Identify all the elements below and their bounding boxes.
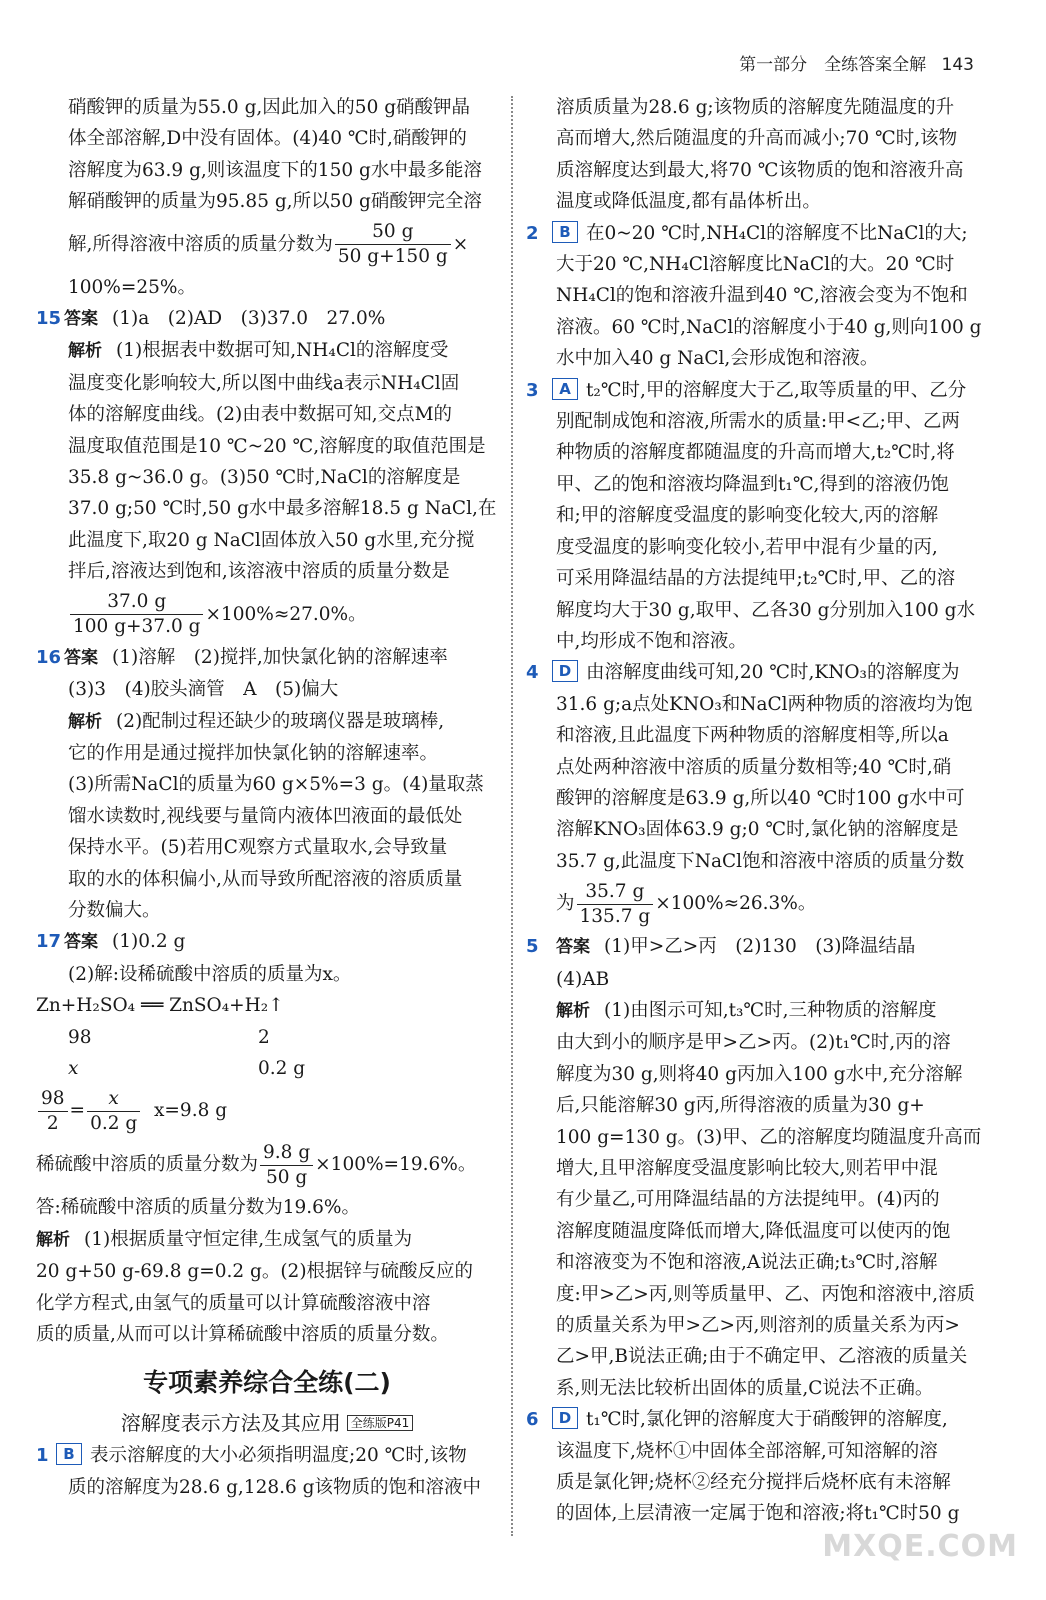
question-3 [526,375,986,406]
text-span: 表示溶解度的大小必须指明温度;20 ℃时,该物 [90,1445,467,1467]
text-line: 和;甲的溶解度受温度的影响变化较大,丙的溶解 [556,505,939,527]
text-line: 体全部溶解,D中没有固体。(4)40 ℃时,硝酸钾的 [68,128,467,150]
text-line: 的固体,上层清液一定属于饱和溶液;将t₁℃时50 g [556,1503,960,1525]
text-line: 体的溶解度曲线。(2)由表中数据可知,交点M的 [68,404,453,426]
analysis-line [68,335,498,367]
text-line: 溶解度为63.9 g,则该温度下的150 g水中最多能溶 [68,159,482,181]
text-line: 硝酸钾的质量为55.0 g,因此加入的50 g硝酸钾晶 [68,97,471,118]
question-4 [526,657,986,688]
text-line: 取的水的体积偏小,从而导致所配溶液的溶质质量 [68,868,463,890]
page-number: 143 [941,55,974,75]
text-span: × [452,233,469,255]
choice-box: D [552,660,578,682]
text-line: 种物质的溶解度都随温度的升高而增大,t₂℃时,将 [556,442,955,464]
text-line: 温度取值范围是10 ℃~20 ℃,溶解度的取值范围是 [68,435,486,457]
text-span: (1)由图示可知,t₃℃时,三种物质的溶解度 [604,999,937,1021]
text-span: 0.2 g [258,1057,306,1079]
text-line: 溶解度随温度降低而增大,降低温度可以使丙的饱 [556,1220,951,1242]
fraction-line [556,877,986,931]
text-line: 可采用降温结晶的方法提纯甲;t₂℃时,甲、乙的溶 [556,568,956,590]
text-span: t₂℃时,甲的溶解度大于乙,取等质量的甲、乙分 [586,379,967,401]
text-span: (1)根据表中数据可知,NH₄Cl的溶解度受 [116,340,449,362]
header-title: 第一部分 全练答案全解 [739,55,927,75]
answer-tag: 答案 [64,309,98,330]
right-column [524,92,986,1530]
text-span: 由溶解度曲线可知,20 ℃时,KNO₃的溶解度为 [586,662,960,684]
text-line: 解度为30 g,则将40 g丙加入100 g水中,充分溶解 [556,1063,963,1085]
text-span: (1)根据质量守恒定律,生成氢气的质量为 [84,1228,413,1250]
text-line: 35.8 g~36.0 g。(3)50 ℃时,NaCl的溶解度是 [68,467,461,489]
text-line: 该温度下,烧杯①中固体全部溶解,可知溶解的溶 [556,1440,938,1462]
text-line: 31.6 g;a点处KNO₃和NaCl两种物质的溶液均为饱 [556,693,973,715]
text-line: 水中加入40 g NaCl,会形成饱和溶液。 [556,348,879,370]
fraction [70,590,203,639]
question-number: 3 [526,379,539,401]
proportion-line: $\frac{98}{2}$ = $\frac{x}{0.2 g}$ x=9.8 g [36,1084,498,1138]
text-line: 溶质质量为28.6 g;该物质的溶解度先随温度的升 [556,97,955,118]
numerator: 35.7 g [577,880,654,905]
text-line: 温度或降低温度,都有晶体析出。 [556,191,821,213]
question-1 [36,1440,498,1471]
text-line: 分数偏大。 [68,899,161,921]
ratio-row [36,1022,498,1053]
analysis-line [556,995,986,1027]
text-line: 增大,且甲溶解度受温度影响比较大,则若甲中混 [556,1158,938,1179]
text-line: 酸钾的溶解度是63.9 g,所以40 ℃时100 g水中可 [556,787,965,809]
text-line: 温度变化影响较大,所以图中曲线a表示NH₄Cl固 [68,372,460,394]
text-line: 度:甲>乙>丙,则等质量甲、乙、丙饱和溶液中,溶质 [556,1283,975,1305]
question-number: 16 [36,646,62,668]
denominator: 2 [46,1112,59,1134]
question-number: 6 [526,1409,539,1431]
left-column [36,92,498,1503]
text-line: 解硝酸钾的质量为95.85 g,所以50 g硝酸钾完全溶 [68,191,482,213]
watermark: MXQE.COM [822,1529,1018,1564]
question-number: 15 [36,308,62,330]
text-line: 质的质量,从而可以计算稀硫酸中溶质的质量分数。 [36,1324,449,1345]
fraction [260,1141,313,1190]
text-span: x [68,1057,79,1079]
analysis-line [68,706,498,738]
text-line: 乙>甲,B说法正确;由于不确定甲、乙溶液的质量关 [556,1346,968,1368]
text-line: (3)所需NaCl的质量为60 g×5%=3 g。(4)量取蒸 [68,774,484,796]
text-line: 20 g+50 g-69.8 g=0.2 g。(2)根据锌与硫酸反应的 [36,1261,474,1283]
fraction-line [68,218,498,272]
text-line: 后,只能溶解30 g丙,所得溶液的质量为30 g+ [556,1095,925,1117]
text-line: 质的溶解度为28.6 g,128.6 g该物质的饱和溶液中 [68,1476,481,1498]
fraction [87,1087,140,1136]
text-span: 稀硫酸中溶质的质量分数为 [36,1154,259,1176]
text-line: NH₄Cl的饱和溶液升温到40 ℃,溶液会变为不饱和 [556,285,968,307]
question-number: 4 [526,662,539,684]
fraction [577,880,654,929]
question-5-answer [526,931,986,963]
text-line: 拌后,溶液达到饱和,该溶液中溶质的质量分数是 [68,561,450,583]
question-17-answer [36,926,498,958]
answer-tag: 答案 [556,937,590,958]
text-span: ×100%≈27.0%。 [205,603,367,625]
text-line: 答:稀硫酸中溶质的质量分数为19.6%。 [36,1197,361,1219]
answer-text: (1)a (2)AD (3)37.0 27.0% [112,308,386,330]
text-line: 和溶液,且此温度下两种物质的溶解度相等,所以a [556,725,949,747]
text-line: 系,则无法比较析出固体的质量,C说法不正确。 [556,1377,934,1399]
question-number: 17 [36,931,62,953]
denominator: 100 g+37.0 g [73,616,201,638]
text-span: (2)配制过程还缺少的玻璃仪器是玻璃棒, [116,710,445,732]
fraction-line [36,1138,498,1192]
section-title: 专项素养综合全练(二) [143,1368,391,1398]
text-span: ×100%≈26.3%。 [655,893,817,915]
text-line: 化学方程式,由氢气的质量可以计算硫酸溶液中溶 [36,1292,431,1314]
ratio-row [36,1053,498,1084]
choice-box: A [552,378,578,400]
answer-text: (4)AB [556,968,610,990]
text-span: 在0~20 ℃时,NH₄Cl的溶解度不比NaCl的大; [586,222,968,244]
text-span: 为 [556,893,575,915]
answer-tag: 答案 [64,932,98,953]
question-6 [526,1404,986,1435]
text-line: 35.7 g,此温度下NaCl饱和溶液中溶质的质量分数 [556,850,965,872]
text-span: t₁℃时,氯化钾的溶解度大于硝酸钾的溶解度, [586,1409,948,1431]
text-span: x=9.8 g [153,1100,228,1122]
choice-box: B [56,1443,82,1465]
text-span: 98 [68,1026,92,1048]
text-line: 有少量乙,可用降温结晶的方法提纯甲。(4)丙的 [556,1189,940,1211]
text-line: 的质量关系为甲>乙>丙,则溶剂的质量关系为丙> [556,1315,960,1337]
question-number: 5 [526,936,539,958]
fraction-line [68,588,498,642]
text-line: 大于20 ℃,NH₄Cl溶解度比NaCl的大。20 ℃时 [556,254,955,276]
text-line: 质溶解度达到最大,将70 ℃该物质的饱和溶液升高 [556,159,964,181]
choice-box: D [552,1407,578,1429]
text-line: 它的作用是通过搅拌加快氯化钠的溶解速率。 [68,742,439,764]
text-line: 溶液。60 ℃时,NaCl的溶解度小于40 g,则向100 g [556,316,982,338]
text-span: 溶解度表示方法及其应用 [120,1411,341,1436]
numerator: 37.0 g [70,590,203,615]
text-line: 甲、乙的饱和溶液均降温到t₁℃,得到的溶液仍饱 [556,473,949,495]
text-line: 质是氯化钾;烧杯②经充分搅拌后烧杯底有未溶解 [556,1472,951,1494]
page-header [739,50,974,75]
text-line: 此温度下,取20 g NaCl固体放入50 g水里,充分搅 [68,529,475,551]
denominator: 135.7 g [579,905,651,927]
answer-text: (1)0.2 g [112,931,186,953]
text-line: 37.0 g;50 ℃时,50 g水中最多溶解18.5 g NaCl,在 [68,498,497,520]
text-line: 溶解KNO₃固体63.9 g;0 ℃时,氯化钠的溶解度是 [556,819,959,841]
text-line: 由大到小的顺序是甲>乙>丙。(2)t₁℃时,丙的溶 [556,1032,951,1054]
question-number: 2 [526,222,539,244]
text-span: ×100%=19.6%。 [315,1154,477,1176]
analysis-tag: 解析 [36,1229,70,1250]
fraction [335,220,451,269]
text-line: 和溶液变为不饱和溶液,A说法正确;t₃℃时,溶解 [556,1252,938,1274]
answer-tag: 答案 [64,647,98,668]
numerator: x [87,1087,140,1112]
text-line: 点处两种溶液中溶质的质量分数相等;40 ℃时,硝 [556,756,952,778]
analysis-tag: 解析 [556,1000,590,1021]
question-15-answer [36,303,498,335]
text-line: 100%=25%。 [68,276,197,298]
text-line: 别配制成饱和溶液,所需水的质量:甲<乙;甲、乙两 [556,411,960,433]
text-span: 解,所得溶液中溶质的质量分数为 [68,233,333,255]
denominator: 50 g [265,1166,308,1188]
question-2 [526,218,986,249]
text-line: 中,均形成不饱和溶液。 [556,630,747,652]
denominator: 50 g+150 g [337,246,448,268]
chemical-equation: Zn+H₂SO₄ ══ ZnSO₄+H₂↑ [36,995,284,1017]
text-line: 度受温度的影响变化较小,若甲中混有少量的丙, [556,536,938,558]
question-16-answer [36,642,498,674]
analysis-tag: 解析 [68,711,102,732]
text-line: (2)解:设稀硫酸中溶质的质量为x。 [68,963,352,985]
text-line: 解度均大于30 g,取甲、乙各30 g分别加入100 g水 [556,599,975,621]
column-divider [511,96,513,1536]
numerator: 50 g [335,220,451,245]
choice-box: B [552,221,578,243]
analysis-line [36,1224,498,1256]
section-subtitle [36,1406,498,1440]
numerator: 9.8 g [260,1141,313,1166]
text-line: 高而增大,然后随温度的升高而减小;70 ℃时,该物 [556,128,958,150]
text-line: 保持水平。(5)若用C观察方式量取水,会导致量 [68,837,448,859]
numerator: 98 [38,1087,68,1112]
denominator: 0.2 g [90,1112,138,1134]
text-span: 2 [258,1026,270,1048]
text-line: 馏水读数时,视线要与量筒内液体凹液面的最低处 [68,805,463,827]
question-number: 1 [36,1445,49,1467]
answer-text: (1)甲>乙>丙 (2)130 (3)降温结晶 [604,936,916,958]
text-line: 100 g=130 g。(3)甲、乙的溶解度均随温度升高而 [556,1126,982,1148]
answer-text: (1)溶解 (2)搅拌,加快氯化钠的溶解速率 [112,646,448,668]
answer-text: (3)3 (4)胶头滴管 A (5)偏大 [68,679,339,701]
fraction [38,1087,68,1136]
analysis-tag: 解析 [68,341,102,362]
page-reference: 全练版P41 [347,1415,414,1431]
